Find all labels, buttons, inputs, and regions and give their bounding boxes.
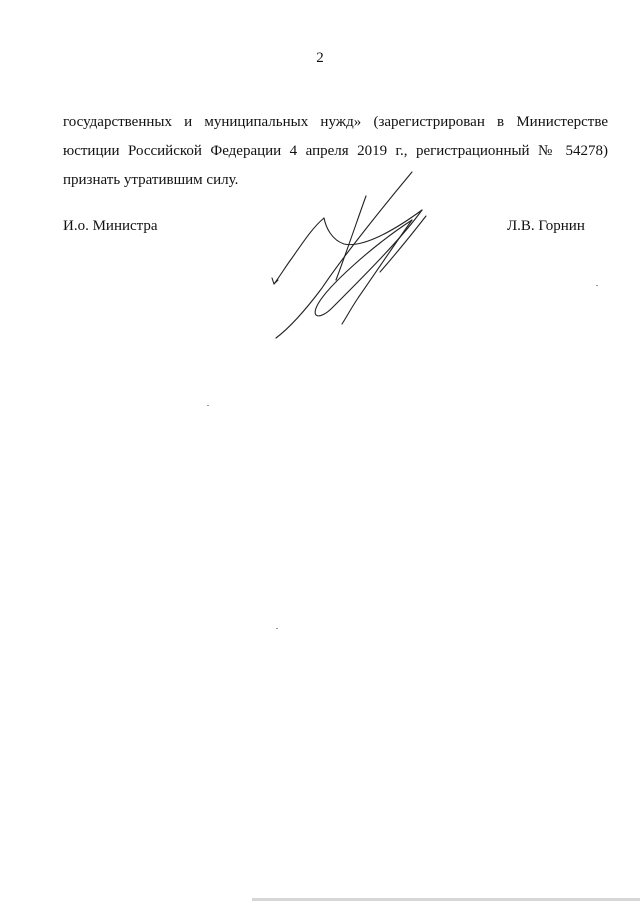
paragraph-line: юстиции Российской Федерации 4 апреля 2019 г., регистрационный № 54278) (63, 143, 608, 159)
signatory-position: И.о. Министра (63, 218, 158, 234)
page-number: 2 (316, 50, 324, 66)
paragraph-line: признать утратившим силу. (63, 172, 239, 188)
scan-speck (276, 628, 278, 629)
paragraph-line: государственных и муниципальных нужд» (зарегистрирован в Министерстве (63, 114, 608, 130)
scan-edge (252, 898, 640, 901)
scan-speck (207, 405, 209, 406)
handwritten-signature (262, 168, 432, 344)
signatory-name: Л.В. Горнин (507, 218, 585, 234)
scan-speck (596, 285, 598, 286)
